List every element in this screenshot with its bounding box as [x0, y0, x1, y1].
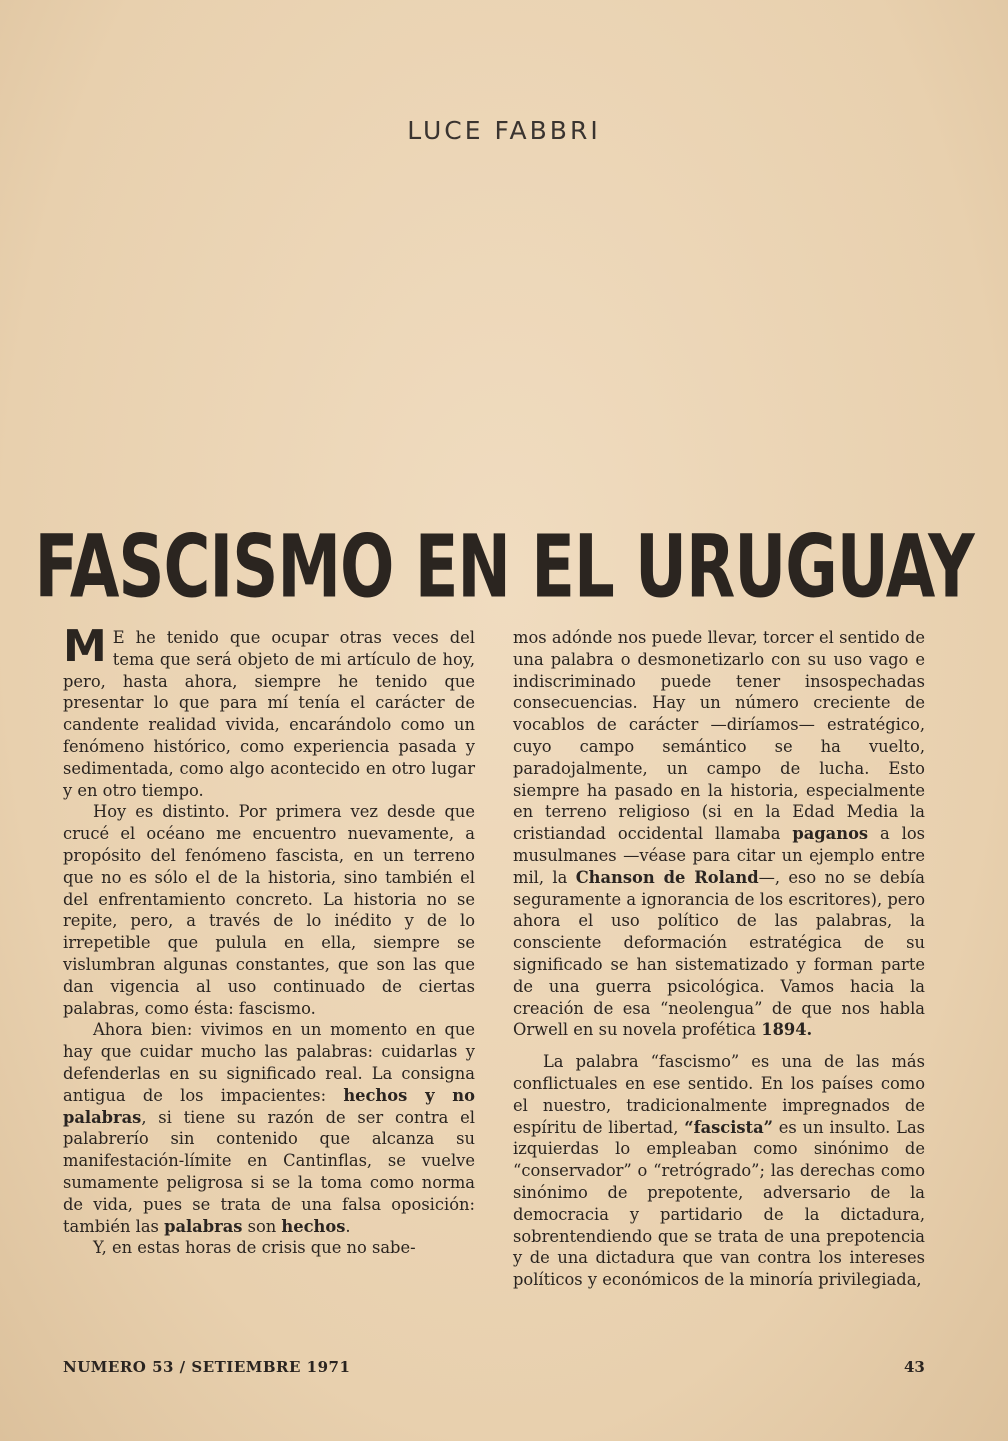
paragraph [513, 1051, 925, 1291]
paragraph-text: La palabra “fascismo” es una de las más conflictuales en ese sentido. En los países como el nuestro, tradicionalmente impregnados de espíritu de libertad, [513, 1052, 925, 1137]
article-column-right [513, 627, 925, 1291]
paragraph: Hoy es distinto. Por primera vez desde que crucé el océano me encuentro nuevamente, a propósito del fenómeno fascista, en un terreno que no es sólo el de la historia, sino también el del enfrentamiento concreto. La historia no se repite, pero, a través de lo inédito y de lo irrepetible que pulula en ella, siempre se vislumbran algunas constantes, que son las que dan vigencia al uso continuado de ciertas palabras, como ésta: fascismo. [63, 802, 475, 1018]
paragraph-text: —, eso no se debía seguramente a ignorancia de los escritores), pero ahora el uso político de las palabras, la consciente deformación estratégica de su significado se han sistematizado y forman parte de una guerra psicológica. Vamos hacia la creación de esa “neolengua” de que nos habla Orwell en su novela profética [513, 867, 925, 1040]
page-number: 43 [904, 1358, 925, 1376]
paragraph-text: . [345, 1216, 351, 1236]
drop-cap: M [63, 621, 107, 672]
issue-info: NUMERO 53 / SETIEMBRE 1971 [63, 1358, 351, 1376]
paragraph-text: , si tiene su razón de ser contra el palabrerío sin contenido que alcanza su manifestación-límite en Cantinflas, se vuelve sumamente peligrosa si se la toma como norma de vida, pues se trata de una falsa oposición: también las [63, 1107, 475, 1236]
paragraph: Y, en estas horas de crisis que no sabe- [93, 1238, 416, 1258]
emphasis: Chanson de Roland [575, 867, 759, 887]
paragraph [63, 1019, 475, 1237]
emphasis: “fascista” [684, 1117, 773, 1137]
paragraph-text: Ahora bien: vivimos en un momento en que hay que cuidar mucho las palabras: cuidarlas y defenderlas en su significado real. La consigna antigua de los impacientes: [63, 1020, 475, 1105]
article-title: FASCISMO EN EL URUGUAY [34, 518, 974, 618]
emphasis: 1894. [761, 1020, 813, 1040]
emphasis: hechos [281, 1216, 346, 1236]
paragraph-text: son [242, 1216, 282, 1236]
paragraph-text: E he tenido que ocupar otras veces del tema que será objeto de mi artículo de hoy, pero, hasta ahora, siempre he tenido que presentar lo que para mí tenía el carácter de candente realidad vivida, encarándolo como un fenómeno histórico, como experiencia pasada y sedimentada, como algo acontecido en otro lugar y en otro tiempo. [63, 628, 475, 800]
emphasis: palabras [164, 1216, 243, 1236]
paragraph [63, 621, 475, 801]
emphasis: paganos [792, 824, 869, 844]
author-name: LUCE FABBRI [407, 116, 601, 145]
article-column-left [63, 621, 475, 1259]
paragraph [513, 627, 925, 1041]
paragraph-text: es un insulto. Las izquierdas lo empleaban como sinónimo de “conservador” o “retrógrado”; las derechas como sinónimo de prepotente, adversario de la democracia y partidario de la dictadura, sobrentendiendo que se trata de una prepotencia y de una dictadura que van contra los intereses políticos y económicos de la minoría privilegiada, [513, 1117, 926, 1290]
emphasis: hechos y no palabras [63, 1085, 475, 1127]
paragraph-text: mos adónde nos puede llevar, torcer el sentido de una palabra o desmonetizarlo con su uso vago e indiscriminado puede tener insospechadas consecuencias. Hay un número creciente de vocablos de carácter —diríamos— estratégico, cuyo campo semántico se ha vuelto, paradojalmente, un campo de lucha. Esto siempre ha pasado en la historia, especialmente en terreno religioso (si en la Edad Media la cristiandad occidental llamaba [513, 628, 925, 844]
paragraph-text: a los musulmanes —véase para citar un ejemplo entre mil, la [513, 824, 925, 887]
